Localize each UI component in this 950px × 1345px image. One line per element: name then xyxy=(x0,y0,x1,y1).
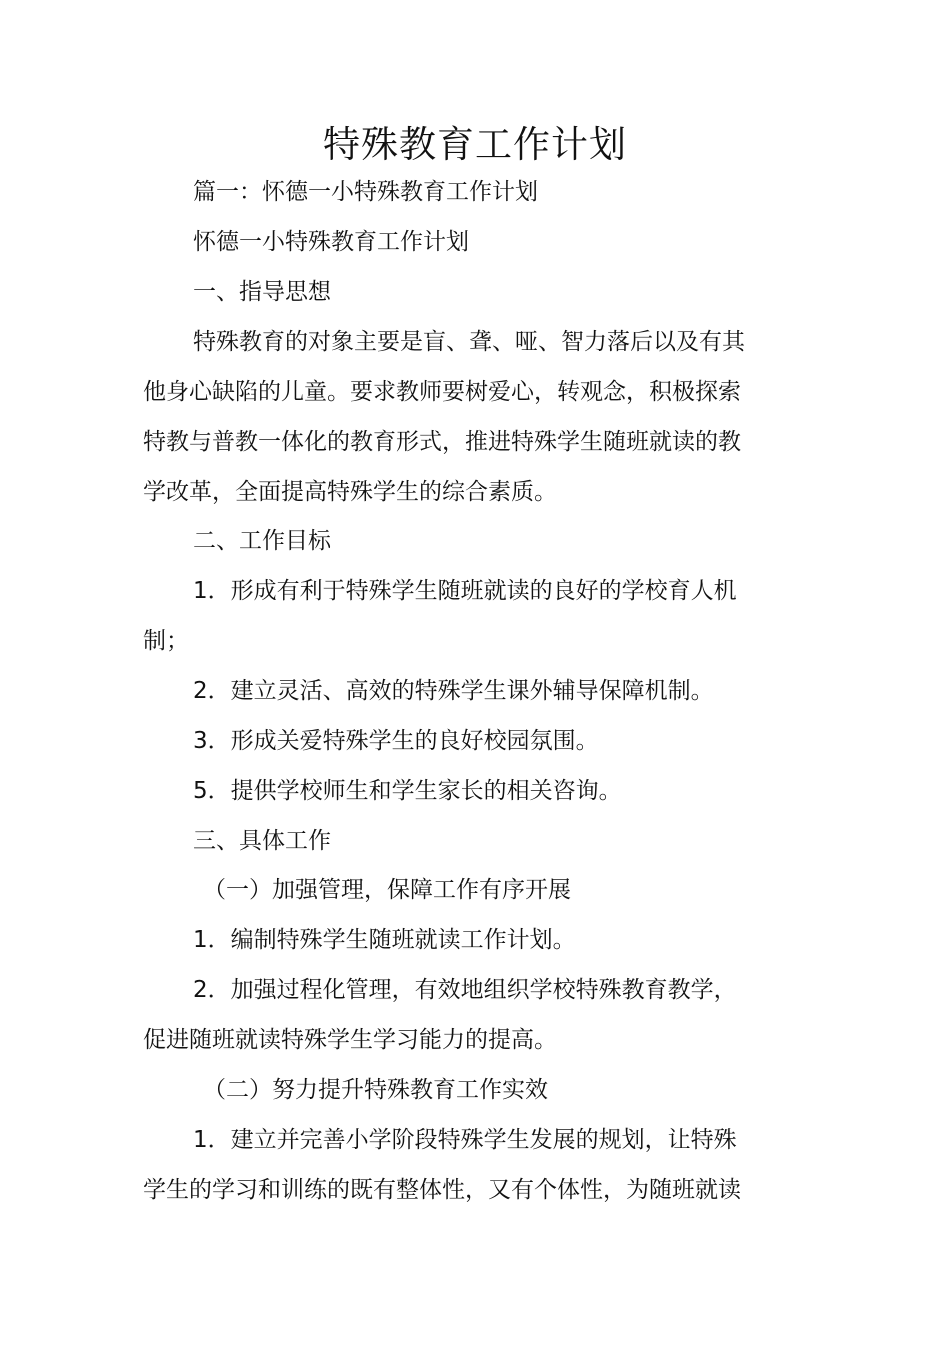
list-item-line: 3．形成关爱特殊学生的良好校园氛围。 xyxy=(193,728,599,754)
paragraph-line: 特殊教育的对象主要是盲、聋、哑、智力落后以及有其 xyxy=(193,329,745,355)
list-item-line: 促进随班就读特殊学生学习能力的提高。 xyxy=(143,1027,557,1053)
subsection-heading: （二）努力提升特殊教育工作实效 xyxy=(203,1077,548,1103)
plan-subtitle: 怀德一小特殊教育工作计划 xyxy=(193,229,469,255)
heading-specific-work: 三、具体工作 xyxy=(193,828,331,854)
paragraph-line: 学改革，全面提高特殊学生的综合素质。 xyxy=(143,479,557,505)
section-heading-part-one: 篇一：怀德一小特殊教育工作计划 xyxy=(193,179,538,205)
list-item-line: 1．形成有利于特殊学生随班就读的良好的学校育人机 xyxy=(193,578,737,604)
list-item-line: 学生的学习和训练的既有整体性，又有个体性，为随班就读 xyxy=(143,1177,741,1203)
paragraph-line: 他身心缺陷的儿童。要求教师要树爱心，转观念，积极探索 xyxy=(143,379,741,405)
list-item-line: 制； xyxy=(143,628,189,654)
list-item-line: 2．加强过程化管理，有效地组织学校特殊教育教学， xyxy=(193,977,737,1003)
subsection-heading: （一）加强管理，保障工作有序开展 xyxy=(203,877,571,903)
heading-guiding-ideology: 一、指导思想 xyxy=(193,279,331,305)
paragraph-line: 特教与普教一体化的教育形式，推进特殊学生随班就读的教 xyxy=(143,429,741,455)
list-item-line: 2．建立灵活、高效的特殊学生课外辅导保障机制。 xyxy=(193,678,714,704)
heading-work-goals: 二、工作目标 xyxy=(193,528,331,554)
list-item-line: 1．编制特殊学生随班就读工作计划。 xyxy=(193,927,576,953)
document-title: 特殊教育工作计划 xyxy=(323,123,627,166)
list-item-line: 5．提供学校师生和学生家长的相关咨询。 xyxy=(193,778,622,804)
list-item-line: 1．建立并完善小学阶段特殊学生发展的规划，让特殊 xyxy=(193,1127,737,1153)
